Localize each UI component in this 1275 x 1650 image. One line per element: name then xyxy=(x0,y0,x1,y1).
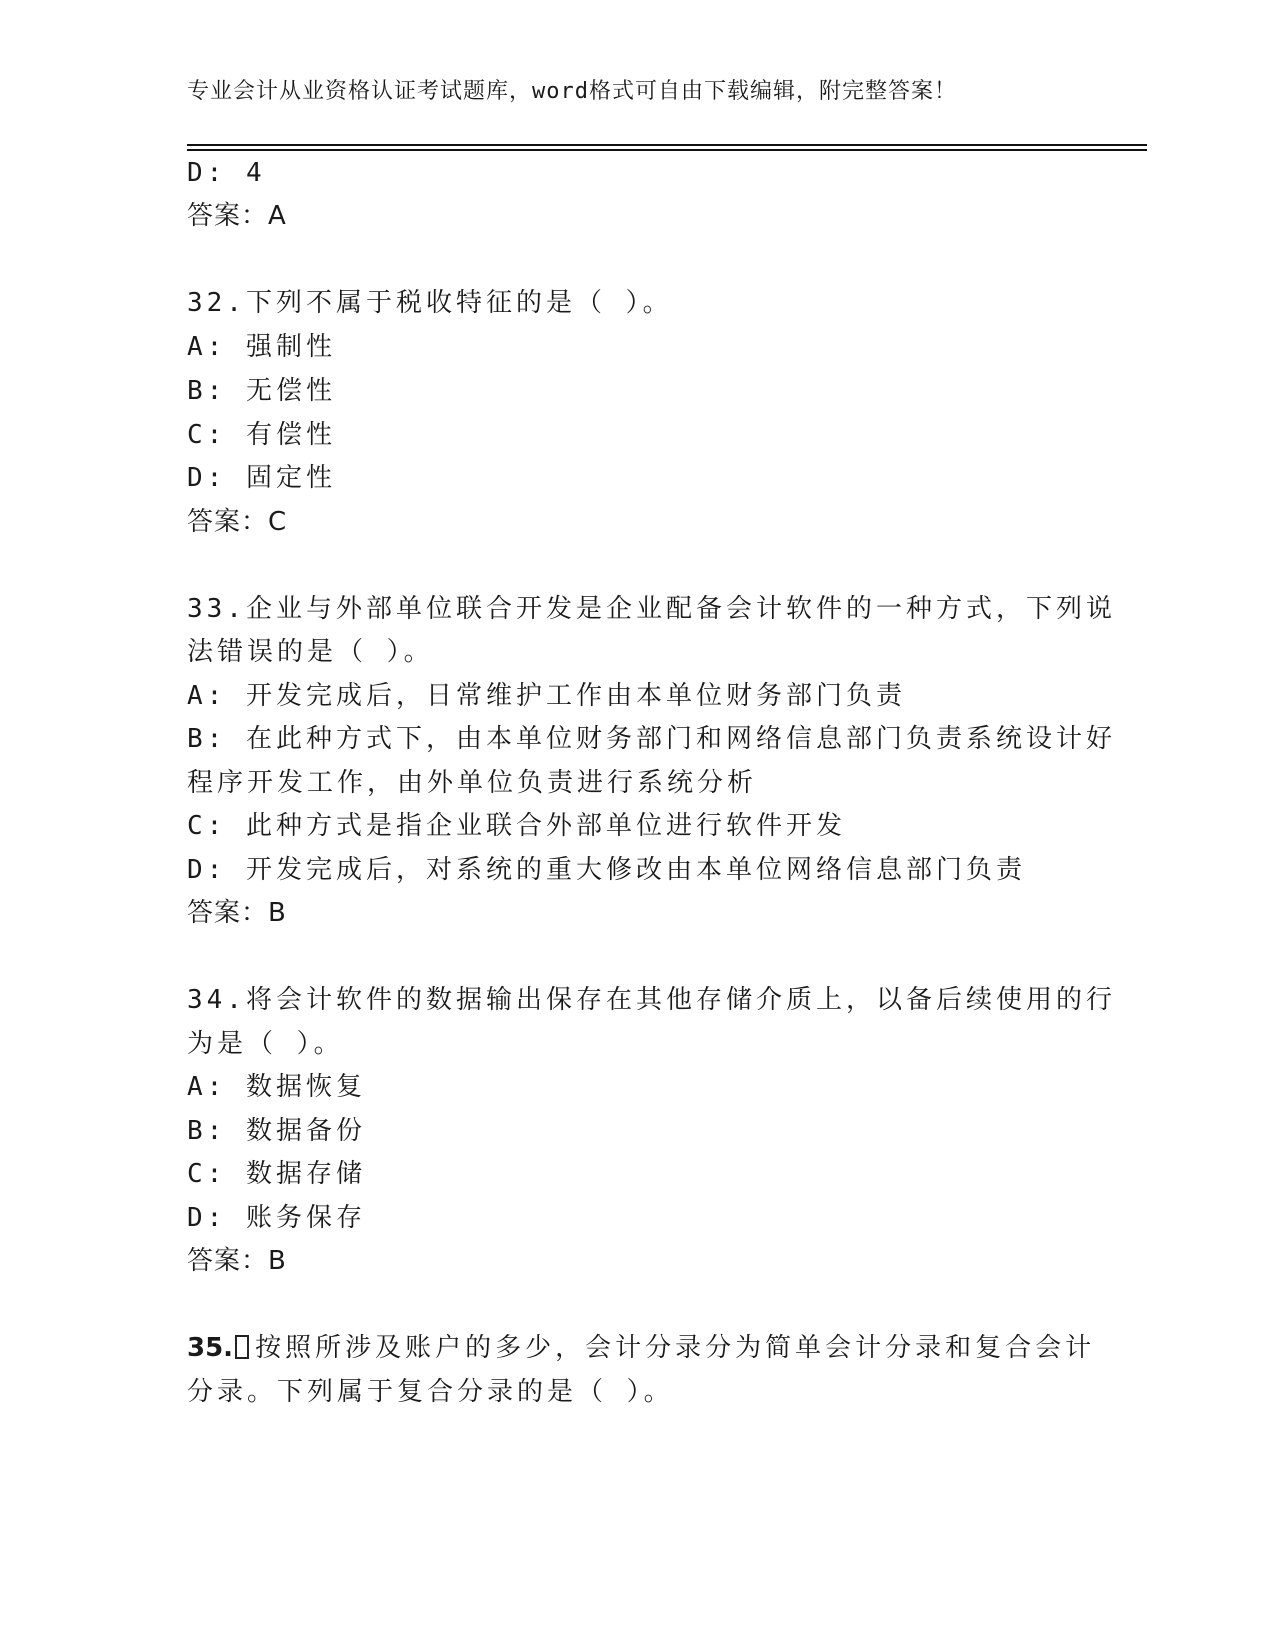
q33-answer: 答案：B xyxy=(187,898,287,928)
q33-option-c: C: 此种方式是指企业联合外部单位进行软件开发 xyxy=(187,811,846,841)
q35-number: 35. xyxy=(187,1333,234,1363)
q32-option-a: A: 强制性 xyxy=(187,332,336,362)
q33-option-b-line1: B: 在此种方式下，由本单位财务部门和网络信息部门负责系统设计好 xyxy=(187,724,1116,754)
q34-option-d: D: 账务保存 xyxy=(187,1203,366,1233)
q34-stem-line1: 34.将会计软件的数据输出保存在其他存储介质上，以备后续使用的行 xyxy=(187,985,1116,1015)
missing-glyph-box-icon xyxy=(235,1335,249,1359)
q32-answer: 答案：C xyxy=(187,507,288,537)
q32-stem: 32.下列不属于税收特征的是（ ）。 xyxy=(187,288,673,318)
q32-option-b: B: 无偿性 xyxy=(187,376,336,406)
q33-stem-line2: 法错误的是（ ）。 xyxy=(187,637,434,667)
q33-option-b-line2: 程序开发工作，由外单位负责进行系统分析 xyxy=(187,768,758,798)
q32-option-c: C: 有偿性 xyxy=(187,420,336,450)
prev-answer: 答案：A xyxy=(187,201,287,231)
header-divider xyxy=(187,144,1147,151)
q35-stem-line1 xyxy=(187,1331,1096,1365)
q34-option-a: A: 数据恢复 xyxy=(187,1072,366,1102)
page-header: 专业会计从业资格认证考试题库，word格式可自由下载编辑，附完整答案！ xyxy=(187,79,957,104)
q35-stem-text: 按照所涉及账户的多少，会计分录分为简单会计分录和复合会计 xyxy=(255,1333,1096,1363)
q34-option-c: C: 数据存储 xyxy=(187,1159,366,1189)
q33-option-d: D: 开发完成后，对系统的重大修改由本单位网络信息部门负责 xyxy=(187,855,1026,885)
q33-stem-line1: 33.企业与外部单位联合开发是企业配备会计软件的一种方式，下列说 xyxy=(187,594,1116,624)
q32-option-d: D: 固定性 xyxy=(187,463,336,493)
prev-option-d: D: 4 xyxy=(187,158,266,188)
q35-stem-line2: 分录。下列属于复合分录的是（ ）。 xyxy=(187,1377,674,1407)
q34-stem-line2: 为是（ ）。 xyxy=(187,1029,344,1059)
q33-option-a: A: 开发完成后，日常维护工作由本单位财务部门负责 xyxy=(187,681,906,711)
q34-answer: 答案：B xyxy=(187,1246,287,1276)
q34-option-b: B: 数据备份 xyxy=(187,1116,366,1146)
